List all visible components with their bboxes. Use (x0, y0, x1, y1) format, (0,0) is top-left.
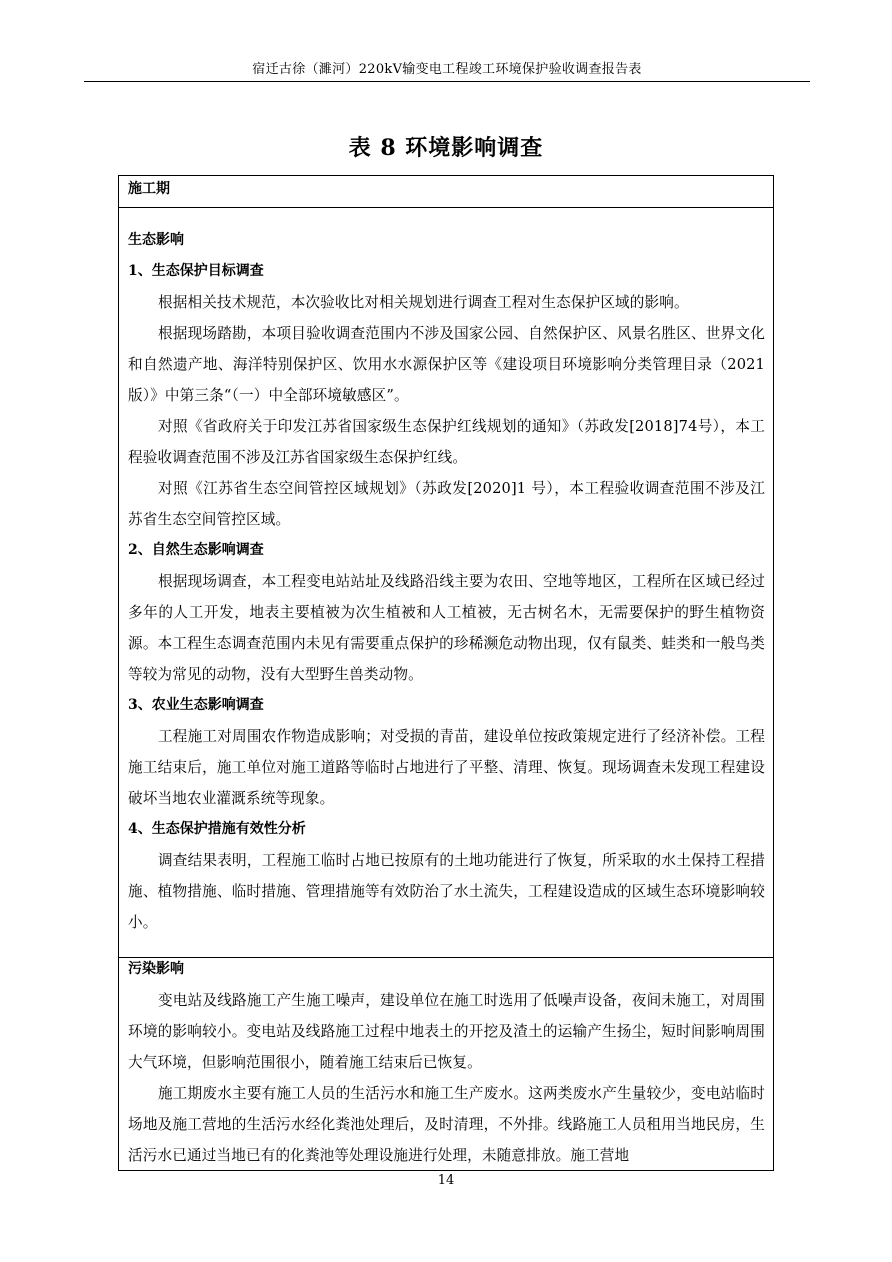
paragraph: 根据相关技术规范，本次验收比对相关规划进行调查工程对生态保护区域的影响。 (158, 294, 689, 311)
paragraph: 施工期废水主要有施工人员的生活污水和施工生产废水。这两类废水产生量较少，变电站临时场地及施工营地的生活污水经化粪池处理后，及时清理，不外排。线路施工人员租用当地民房，生活污水已通过当地已有的化粪池等处理设施进行处理，未随意排放。施工营地 (128, 1085, 765, 1164)
section-3-heading: 3、农业生态影响调查 (128, 697, 264, 713)
paragraph: 根据现场踏勘，本项目验收调查范围内不涉及国家公园、自然保护区、风景名胜区、世界文化和自然遗产地、海洋特别保护区、饮用水水源保护区等《建设项目环境影响分类管理目录（2021版）》中第三条“（一）中全部环境敏感区”。 (128, 325, 765, 404)
ecology-label: 生态影响 (128, 232, 184, 248)
paragraph: 对照《省政府关于印发江苏省国家级生态保护红线规划的通知》（苏政发[2018]74号），本工程验收调查范围不涉及江苏省国家级生态保护红线。 (128, 418, 765, 466)
page-number: 14 (437, 1173, 455, 1188)
paragraph: 对照《江苏省生态空间管控区域规划》（苏政发[2020]1 号），本工程验收调查范围不涉及江苏省生态空间管控区域。 (128, 480, 765, 528)
pollution-label: 污染影响 (128, 961, 184, 977)
paragraph: 工程施工对周围农作物造成影响；对受损的青苗，建设单位按政策规定进行了经济补偿。工程施工结束后，施工单位对施工道路等临时占地进行了平整、清理、恢复。现场调查未发现工程建设破坏当地农业灌溉系统等现象。 (128, 728, 765, 807)
ecology-cell (119, 225, 773, 938)
row-separator (119, 207, 773, 208)
page-title: 表 8 环境影响调查 (348, 135, 544, 161)
section-2-heading: 2、自然生态影响调查 (128, 542, 264, 558)
header-rule (84, 81, 810, 82)
page-header: 宿迁古徐（濉河）220kV输变电工程竣工环境保护验收调查报告表 (252, 62, 642, 77)
section-1-heading: 1、生态保护目标调查 (128, 263, 264, 279)
construction-period-label: 施工期 (128, 181, 170, 197)
section-4-heading: 4、生态保护措施有效性分析 (128, 821, 306, 837)
survey-table (118, 175, 774, 1171)
pollution-cell (119, 954, 773, 1171)
paragraph: 变电站及线路施工产生施工噪声，建设单位在施工时选用了低噪声设备，夜间未施工，对周围环境的影响较小。变电站及线路施工过程中地表土的开挖及渣土的运输产生扬尘，短时间影响周围大气环境，但影响范围很小，随着施工结束后已恢复。 (128, 992, 765, 1071)
paragraph: 根据现场调查，本工程变电站站址及线路沿线主要为农田、空地等地区，工程所在区域已经过多年的人工开发，地表主要植被为次生植被和人工植被，无古树名木，无需要保护的野生植物资源。本工程生态调查范围内未见有需要重点保护的珍稀濒危动物出现，仅有鼠类、蛙类和一般鸟类等较为常见的动物，没有大型野生兽类动物。 (128, 573, 765, 683)
paragraph: 调查结果表明，工程施工临时占地已按原有的土地功能进行了恢复，所采取的水土保持工程措施、植物措施、临时措施、管理措施等有效防治了水土流失，工程建设造成的区域生态环境影响较小。 (128, 852, 765, 931)
